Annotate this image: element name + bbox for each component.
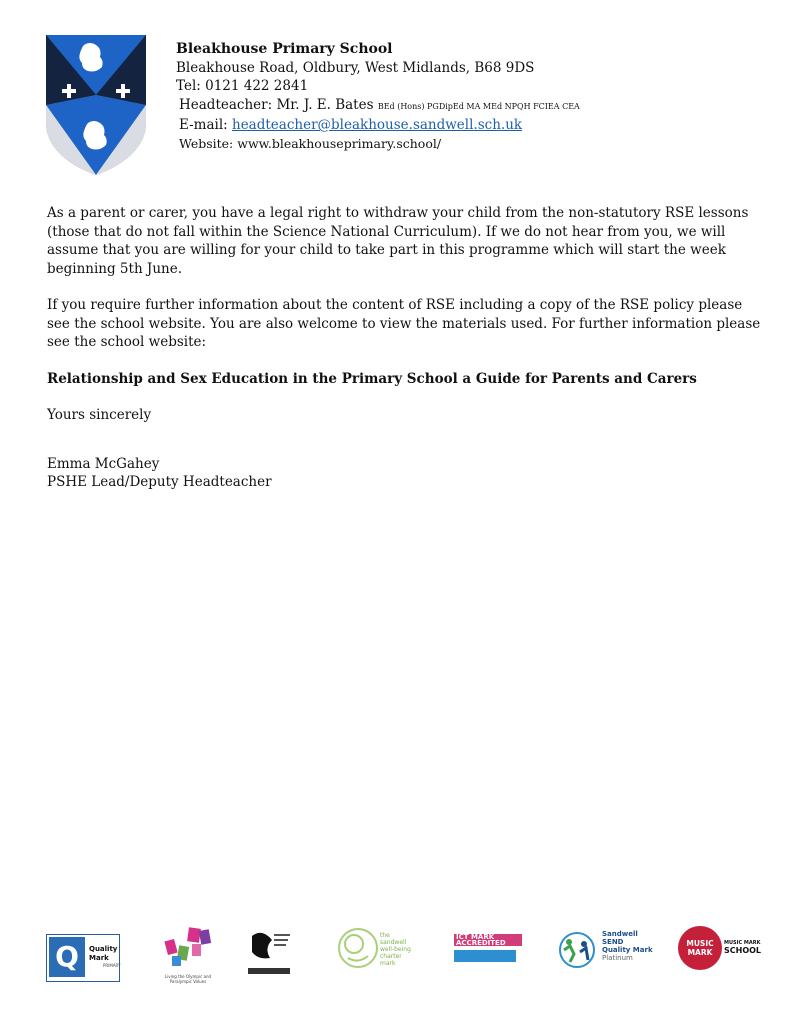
headteacher-line bbox=[176, 96, 776, 117]
school-name: Bleakhouse Primary School bbox=[176, 41, 393, 57]
email-link[interactable]: headteacher@bleakhouse.sandwell.sch.uk bbox=[232, 117, 523, 133]
send-text bbox=[602, 930, 653, 962]
club-mark-icon bbox=[246, 928, 292, 980]
send-line-3: Quality Mark bbox=[602, 946, 653, 954]
music-mark-school: SCHOOL bbox=[724, 946, 762, 955]
send-line-2: SEND bbox=[602, 938, 624, 946]
music-mark-logo bbox=[678, 926, 760, 974]
letter-body bbox=[47, 204, 767, 492]
olympic-figures-icon bbox=[158, 924, 218, 972]
headteacher-qualifications: BEd (Hons) PGDipEd MA MEd NPQH FCIEA CEA bbox=[377, 101, 580, 111]
school-crest-logo bbox=[46, 35, 146, 175]
ict-mark-logo bbox=[454, 934, 522, 970]
music-mark-text bbox=[724, 940, 761, 955]
music-mark-circle bbox=[678, 926, 722, 970]
quality-mark-q-icon: Q bbox=[49, 937, 85, 977]
send-figures-icon bbox=[554, 930, 600, 970]
send-line-1: Sandwell bbox=[602, 930, 638, 938]
send-quality-mark-logo bbox=[554, 930, 654, 980]
closing-salutation: Yours sincerely bbox=[47, 407, 152, 423]
quality-mark-logo bbox=[46, 934, 120, 982]
olympic-caption: Living the Olympic and Paralympic Values bbox=[164, 974, 212, 984]
ict-mark-title: ICT MARK ACCREDITED bbox=[454, 934, 522, 946]
music-mark-label: MUSIC MARK bbox=[724, 940, 761, 946]
wellbeing-charter-logo bbox=[336, 926, 418, 982]
headteacher-name: Headteacher: Mr. J. E. Bates bbox=[179, 96, 374, 113]
wellbeing-face-icon bbox=[336, 926, 380, 970]
ict-arrow-icon bbox=[454, 950, 516, 962]
school-address: Bleakhouse Road, Oldbury, West Midlands, B68 9DS bbox=[176, 59, 535, 76]
letterhead bbox=[176, 40, 776, 153]
olympic-values-logo bbox=[158, 924, 218, 984]
email-label: E-mail: bbox=[179, 117, 228, 133]
send-line-4: Platinum bbox=[602, 954, 633, 962]
paragraph-further-info: If you require further information about the content of RSE including a copy of the RSE policy please see the school website. You are also welcome to view the materials used. For further information please see the school website: bbox=[47, 297, 761, 350]
signature-block bbox=[47, 455, 767, 492]
website-line: Website: www.bleakhouseprimary.school/ bbox=[179, 135, 442, 151]
quality-mark-sub: PRIMARY bbox=[103, 963, 121, 968]
wellbeing-text: the sandwell well-being charter mark bbox=[380, 932, 411, 967]
email-line bbox=[176, 116, 776, 135]
signatory-name: Emma McGahey bbox=[47, 455, 160, 472]
quality-mark-title: Quality Mark bbox=[89, 945, 118, 962]
music-circle-line-1: MUSIC bbox=[686, 939, 714, 948]
guide-title: Relationship and Sex Education in the Primary School a Guide for Parents and Carers bbox=[47, 370, 697, 387]
paragraph-withdrawal: As a parent or carer, you have a legal right to withdraw your child from the non-statutory RSE lessons (those that do not fall within the Science National Curriculum). If we do not hear from you, we will assume that you are willing for your child to take part in this programme which will start the week beginning 5th June. bbox=[47, 205, 749, 277]
music-circle-line-2: MARK bbox=[687, 948, 713, 957]
footer-accreditations bbox=[0, 920, 791, 990]
club-mark-logo bbox=[246, 928, 292, 980]
school-telephone: Tel: 0121 422 2841 bbox=[176, 78, 309, 94]
signatory-role: PSHE Lead/Deputy Headteacher bbox=[47, 474, 272, 490]
